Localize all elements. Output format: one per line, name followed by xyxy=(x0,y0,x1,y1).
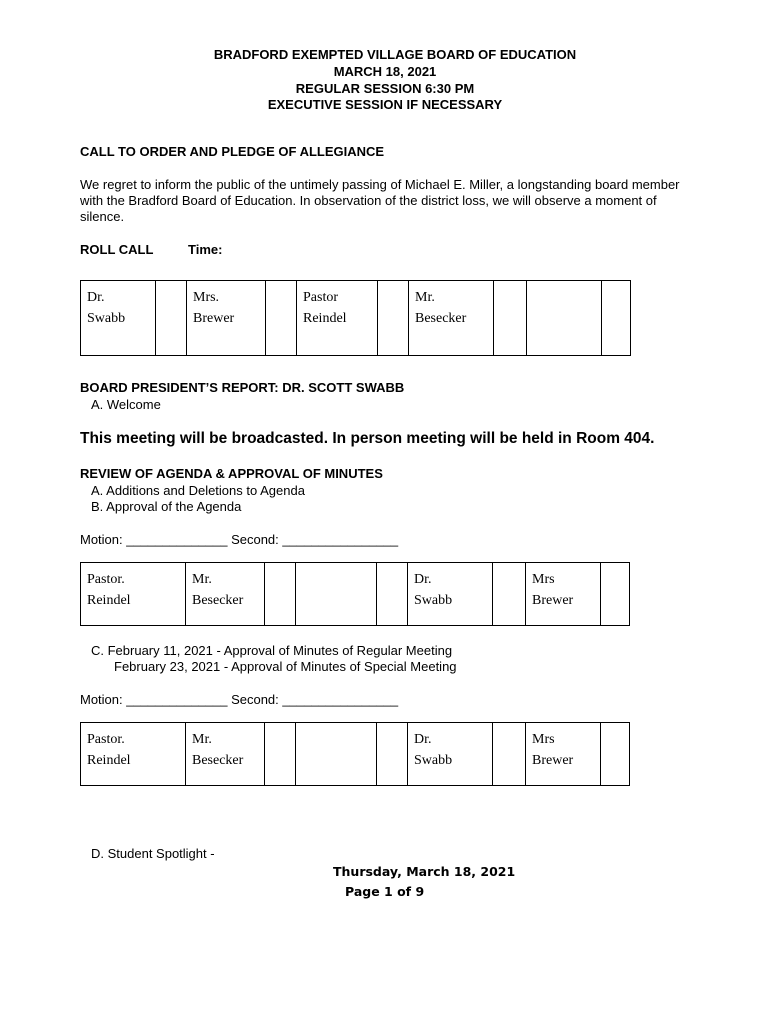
agenda-item-d: D. Student Spotlight - xyxy=(91,846,215,861)
header-session: REGULAR SESSION 6:30 PM xyxy=(295,81,475,96)
agenda-item-b: B. Approval of the Agenda xyxy=(91,499,242,514)
vote-mark-cell[interactable] xyxy=(377,723,408,786)
agenda-item-c-second: February 23, 2021 - Approval of Minutes of Special Meeting xyxy=(114,659,457,674)
roll-call-mark-cell[interactable] xyxy=(266,281,297,356)
vote-member-cell: Dr. Swabb xyxy=(408,723,493,786)
agenda-heading: REVIEW OF AGENDA & APPROVAL OF MINUTES xyxy=(80,466,383,481)
header-date: MARCH 18, 2021 xyxy=(333,64,437,79)
roll-call-mark-cell[interactable] xyxy=(378,281,409,356)
president-report-item-a: A. Welcome xyxy=(91,397,161,412)
president-report-heading: BOARD PRESIDENT’S REPORT: DR. SCOTT SWABB xyxy=(80,380,405,395)
vote-member-cell: Mrs Brewer xyxy=(526,723,601,786)
vote-member-cell: Dr. Swabb xyxy=(408,563,493,626)
header-exec-session: EXECUTIVE SESSION IF NECESSARY xyxy=(267,97,503,112)
roll-call-mark-cell[interactable] xyxy=(494,281,527,356)
vote-mark-cell[interactable] xyxy=(265,563,296,626)
call-to-order-heading: CALL TO ORDER AND PLEDGE OF ALLEGIANCE xyxy=(80,144,385,159)
vote-mark-cell[interactable] xyxy=(601,723,630,786)
vote-mark-cell[interactable] xyxy=(601,563,630,626)
footer-date: Thursday, March 18, 2021 xyxy=(333,864,516,879)
vote-mark-cell[interactable] xyxy=(377,563,408,626)
roll-call-table xyxy=(80,280,631,356)
roll-call-mark-cell[interactable] xyxy=(156,281,187,356)
vote-mark-cell[interactable] xyxy=(493,723,526,786)
memorial-paragraph: We regret to inform the public of the untimely passing of Michael E. Miller, a longstanding board member with the Bradford Board of Education. In observation of the district loss, we will observe a moment of silence. xyxy=(80,177,680,225)
vote-member-cell: Pastor. Reindel xyxy=(81,563,186,626)
vote-member-cell: Mr. Besecker xyxy=(186,563,265,626)
roll-call-time-label: Time: xyxy=(188,242,223,257)
vote-member-cell xyxy=(296,723,377,786)
vote-member-cell: Mr. Besecker xyxy=(186,723,265,786)
roll-call-member-cell: Pastor Reindel xyxy=(297,281,378,356)
agenda-vote-table xyxy=(80,562,630,626)
roll-call-label: ROLL CALL xyxy=(80,242,154,257)
agenda-item-a: A. Additions and Deletions to Agenda xyxy=(91,483,305,498)
minutes-vote-table xyxy=(80,722,630,786)
header-title: BRADFORD EXEMPTED VILLAGE BOARD OF EDUCATION xyxy=(213,47,577,62)
motion-second-line: Motion: ______________ Second: ________________ xyxy=(80,532,399,547)
motion-second-line: Motion: ______________ Second: ________________ xyxy=(80,692,399,707)
roll-call-member-cell: Mr. Besecker xyxy=(409,281,494,356)
roll-call-mark-cell[interactable] xyxy=(602,281,631,356)
roll-call-member-cell: Mrs. Brewer xyxy=(187,281,266,356)
vote-mark-cell[interactable] xyxy=(493,563,526,626)
agenda-item-c: C. February 11, 2021 - Approval of Minutes of Regular Meeting xyxy=(91,643,453,658)
footer-page-number: Page 1 of 9 xyxy=(345,884,425,899)
vote-member-cell: Pastor. Reindel xyxy=(81,723,186,786)
vote-member-cell: Mrs Brewer xyxy=(526,563,601,626)
broadcast-notice: This meeting will be broadcasted. In person meeting will be held in Room 404. xyxy=(80,430,655,447)
vote-member-cell xyxy=(296,563,377,626)
roll-call-member-cell xyxy=(527,281,602,356)
roll-call-member-cell: Dr. Swabb xyxy=(81,281,156,356)
vote-mark-cell[interactable] xyxy=(265,723,296,786)
